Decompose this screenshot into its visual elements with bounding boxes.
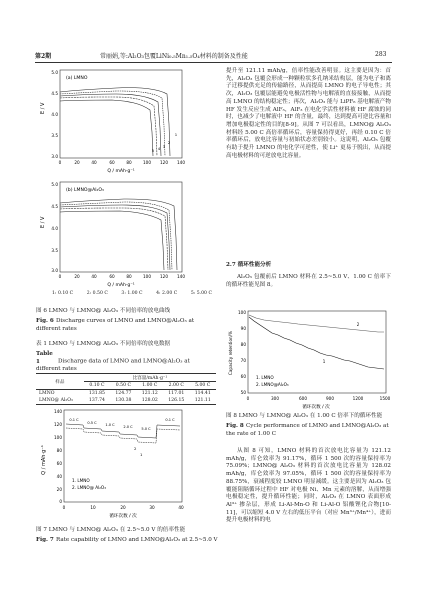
fig8-series-lmno xyxy=(249,317,384,369)
fig6b-xtick: 80 xyxy=(126,274,132,279)
fig6b-ytick: 4.5 xyxy=(51,204,58,209)
fig8-caption-cn: 图 8 LMNO 与 LMNO@ Al₂O₃ 在 1.00 C 倍率下的循环性能 xyxy=(226,413,383,419)
table-col-header: 0.50 C xyxy=(115,383,131,388)
fig6b-ytick: 5.0 xyxy=(51,182,58,187)
fig8-chart xyxy=(226,305,392,411)
fig8-ytick: 70 xyxy=(240,358,246,363)
fig7-xtick: 0 xyxy=(62,505,66,510)
fig6a-panel-label: (a) LMNO xyxy=(66,76,88,81)
fig7-rate-label: 0.1 C xyxy=(69,418,79,422)
fig6b-xtick: 140 xyxy=(177,274,185,279)
fig7-ytick: 140 xyxy=(54,409,62,414)
body-paragraph-2: Al₂O₃ 包覆前后 LMNO 材料在 2.5~5.0 V、1.00 C 倍率下的循环性能见图 8。 xyxy=(226,274,391,288)
fig6a-chart xyxy=(36,64,212,176)
fig8-curve-label: 1 xyxy=(322,359,326,364)
fig7-rate-label: 5.0 C xyxy=(141,427,151,431)
fig6a-ytick: 5.0 xyxy=(51,70,58,75)
fig6a-xtick: 40 xyxy=(91,160,97,165)
fig8-xtick: 300 xyxy=(271,396,279,401)
fig6b-ytick: 3.0 xyxy=(51,268,58,273)
fig7-chart xyxy=(36,404,212,522)
fig8-xtick: 900 xyxy=(326,396,334,401)
fig7-ytick: 0 xyxy=(59,499,62,504)
fig8-ylabel: Capacity retention/% xyxy=(228,330,233,376)
table-cell: LMNO xyxy=(39,391,55,396)
fig6b-xtick: 20 xyxy=(74,274,80,279)
fig6a-curve-label: 4 xyxy=(157,146,161,151)
fig6-caption-cn: 图 6 LMNO 与 LMNO@ Al₂O₃ 不同倍率的放电曲线 xyxy=(36,308,171,314)
table-cell: 137.74 xyxy=(88,398,105,403)
fig6a-ylabel: E / V xyxy=(40,102,46,114)
fig7-rate-label: 0.1 C xyxy=(165,418,175,422)
header-rule xyxy=(35,62,392,63)
table-header-sample: 样品 xyxy=(36,374,84,390)
fig6a-ytick: 3.0 xyxy=(51,154,58,159)
fig7-ytick: 80 xyxy=(56,448,62,453)
fig7-xtick: 30 xyxy=(149,505,155,510)
fig7-curve-label: 2 xyxy=(134,446,137,451)
running-title: 常丽娟,等:Al₂O₃包覆LiNi₀.₅Mn₁.₅O₄材料的制备及性能 xyxy=(100,53,248,60)
fig8-frame xyxy=(248,311,386,393)
fig7-xtick: 40 xyxy=(178,505,184,510)
fig7-legend-item: 1. LMNO xyxy=(72,478,90,483)
table1-title-en: Table 1 Discharge data of LMNO and LMNO@Al₂O₃ at different rates xyxy=(36,351,190,373)
fig7-rate-label: 2.0 C xyxy=(123,425,133,429)
fig6a-xtick: 20 xyxy=(74,160,80,165)
fig6b-chart xyxy=(36,176,212,292)
legend-item: 2: 0.50 C xyxy=(86,291,108,296)
page-number: 283 xyxy=(375,51,387,58)
fig6a-ytick: 4.5 xyxy=(51,91,58,96)
fig6b-xlabel: Q / mAh·g⁻¹ xyxy=(107,283,135,288)
table-cell: 126.15 xyxy=(168,398,185,403)
fig7-xtick: 20 xyxy=(120,505,126,510)
table-col-header: 5.00 C xyxy=(195,383,211,388)
fig8-xtick: 600 xyxy=(299,396,307,401)
fig8-xlabel: 循环次数 / 次 xyxy=(302,405,330,410)
fig7-rate-label: 1.0 C xyxy=(105,423,115,427)
fig6b-ytick: 3.5 xyxy=(51,248,58,253)
fig8-ytick: 50 xyxy=(240,390,246,395)
fig6a-curve-5-00c xyxy=(60,100,153,156)
fig6b-ytick: 4.0 xyxy=(51,226,58,231)
fig8-xtick: 0 xyxy=(246,396,250,401)
fig6a-curve-label: 3 xyxy=(162,144,166,149)
fig7-ytick: 40 xyxy=(56,474,62,479)
table-cell: 121.11 xyxy=(194,398,211,403)
section-heading: 2.7 循环性能分析 xyxy=(226,262,272,268)
fig6a-xtick: 0 xyxy=(58,160,62,165)
fig7-caption-en: Fig. 7 Rate capability of LMNO and LMNO@Al₂O₃ at 2.5~5.0 V xyxy=(36,537,218,543)
fig8-curve-label: 2 xyxy=(356,322,360,327)
fig6a-curve-label: 2 xyxy=(167,140,171,145)
fig7-legend-item: 2. LMNO@ Al₂O₃ xyxy=(72,485,106,490)
fig7-xtick: 10 xyxy=(90,505,96,510)
fig6-legend xyxy=(52,291,212,297)
table-cell: 117.01 xyxy=(168,391,185,396)
table-cell: 131.85 xyxy=(88,391,105,396)
fig6a-curve-0-10c xyxy=(60,88,170,156)
fig6b-xtick: 40 xyxy=(91,274,97,279)
table-cell: LMNO@ Al₂O₃ xyxy=(39,398,73,403)
fig6a-ytick: 4.0 xyxy=(51,112,58,117)
fig6b-curve-2-00c xyxy=(60,208,168,270)
fig7-ytick: 120 xyxy=(54,422,62,427)
fig6-caption-en: Fig. 6 Discharge curves of LMNO and LMNO@Al₂O₃ at different rates xyxy=(36,318,195,332)
fig6a-curve-label: 1 xyxy=(174,132,178,137)
fig7-ytick: 60 xyxy=(56,461,62,466)
fig6a-xtick: 60 xyxy=(109,160,115,165)
fig8-series-lmno-al2o3 xyxy=(249,315,384,332)
table-row xyxy=(36,390,216,398)
fig6a-curve-label: 5 xyxy=(151,148,155,153)
fig6b-xtick: 100 xyxy=(143,274,151,279)
table1-title-cn: 表 1 LMNO 与 LMNO@ Al₂O₃ 不同倍率的放电数据 xyxy=(36,341,171,347)
fig6b-ylabel: E / V xyxy=(40,216,46,228)
fig8-ytick: 80 xyxy=(240,342,246,347)
fig6b-xtick: 60 xyxy=(109,274,115,279)
fig8-ytick: 60 xyxy=(240,374,246,379)
fig7-xlabel: 循环次数 / 次 xyxy=(109,514,137,519)
fig6a-xtick: 120 xyxy=(160,160,168,165)
fig6a-ytick: 3.5 xyxy=(51,133,58,138)
fig8-xtick: 1500 xyxy=(379,396,391,401)
fig7-caption-cn: 图 7 LMNO 与 LMNO@ Al₂O₃ 在 2.5~5.0 V 的倍率性能 xyxy=(36,527,186,533)
table-cell: 114.41 xyxy=(194,391,211,396)
fig6b-curve-1-00c xyxy=(60,205,170,270)
table-header-group: 比容量/mAh·g⁻¹ xyxy=(84,374,216,382)
fig6b-xtick: 120 xyxy=(160,274,168,279)
table1 xyxy=(36,373,216,405)
fig6b-panel-label: (b) LMNO@Al₂O₃ xyxy=(66,188,104,193)
legend-item: 1: 0.10 C xyxy=(52,291,74,296)
fig7-ytick: 100 xyxy=(54,435,62,440)
fig8-legend-item: 1. LMNO xyxy=(256,375,274,380)
fig8-legend-item: 2. LMNO@Al₂O₃ xyxy=(256,382,289,387)
fig6b-curve-0-50c xyxy=(60,202,172,270)
fig6a-curve-0-50c xyxy=(60,91,165,156)
table-col-header: 2.00 C xyxy=(168,383,184,388)
table-cell: 130.38 xyxy=(115,398,132,403)
table-cell: 121.12 xyxy=(141,391,158,396)
fig7-rate-label: 0.5 C xyxy=(87,421,97,425)
legend-item: 4: 2.00 C xyxy=(156,291,178,296)
fig7-ytick: 20 xyxy=(56,487,62,492)
fig6a-xtick: 100 xyxy=(143,160,151,165)
body-paragraph-3: 从图 8 可知，LMNO 材料的首次放电比容量为 121.12 mAh/g，库仑效率为 91.17%，循环 1 500 次的容量保持率为 75.09%；LMNO@ Al₂O₃ 材料的首次放电比容量为 128.02 mAh/g，库仑效率为 97.05%，循环 1 500 次的容量保持率为 88.75%，衰减程度较 LMNO 明显减缓。这主要是因为 Al₂O₃ 包覆能阻隔循环过程中 HF 对电极 Ni、Mn 元素的溶解，从而增强电极稳定性，提升循环性能；同时，Al₂O₃ 在 LMNO 表面形成 Al³⁺ 掺杂层，形成 Li-Al-Mn-O 和 Li-Al-O 铝酸锂化合物[10-11]，可以缩短 4.0 V 左右的低压平台（对应 Mn³⁺/Mn⁴⁺），进而提升电极材料的电 xyxy=(226,448,391,524)
fig6b-curve-5-00c xyxy=(60,211,164,270)
fig6b-xtick: 0 xyxy=(58,274,62,279)
fig7-series-lmno xyxy=(66,428,180,443)
body-paragraph-1: 提升至 121.11 mAh/g，倍率性能改善明显。这主要是因为：首先，Al₂O₃ 包覆会形成一种颗粒状多孔纳米结构层，能为电子和离子迁移提供充足的传输路径，从而提高 LMNO 的电子导电性；其次，Al₂O₃ 包覆层能避免电极活性物与电解液的直接接触，从而提高 LMNO 的结构稳定性；再次，Al₂O₃ 能与 LiPF₆ 基电解液产物 HF 发生反应生成 AlF₃，AlF₃ 在电化学活性材料被 HF 腐蚀的同时，也减少了电解液中 HF 的含量，最终，达到提高可逆比容量和增加电极稳定性的目的[8-9]。从图 7 可以看出，LMNO@ Al₂O₃ 材料经 5.00 C 高倍率循环后，容量保持得更好，再经 0.10 C 倍率循环后，放电比容量与初始状态差别较小。这说明，Al₂O₃ 包覆有助于提升 LMNO 的电化学可逆性，使 Li⁺ 更易于脱出，从而提高电极材料的可逆放电比容量。 xyxy=(226,68,391,159)
header-issue: 第2期 xyxy=(35,53,52,60)
fig6a-xtick: 140 xyxy=(177,160,185,165)
fig8-ytick: 100 xyxy=(238,310,246,315)
fig7-ylabel: Q / mAh·g⁻¹ xyxy=(41,445,47,475)
fig6a-curve-1-00c xyxy=(60,94,161,156)
table-cell: 128.02 xyxy=(141,398,158,403)
fig8-xtick: 1200 xyxy=(352,396,364,401)
fig6a-xlabel: Q / mAh·g⁻¹ xyxy=(107,169,135,174)
legend-item: 3: 1.00 C xyxy=(121,291,143,296)
table-col-header: 0.10 C xyxy=(89,383,105,388)
fig8-caption-en: Fig. 8 Cycle performance of LMNO and LMNO@Al₂O₃ at the rate of 1.00 C xyxy=(226,423,389,437)
fig8-ytick: 90 xyxy=(240,326,246,331)
table-cell: 124.77 xyxy=(115,391,132,396)
table-col-header: 1.00 C xyxy=(142,383,158,388)
fig7-curve-label: 1 xyxy=(140,452,143,457)
legend-item: 5: 5.00 C xyxy=(190,291,212,296)
fig6a-xtick: 80 xyxy=(126,160,132,165)
